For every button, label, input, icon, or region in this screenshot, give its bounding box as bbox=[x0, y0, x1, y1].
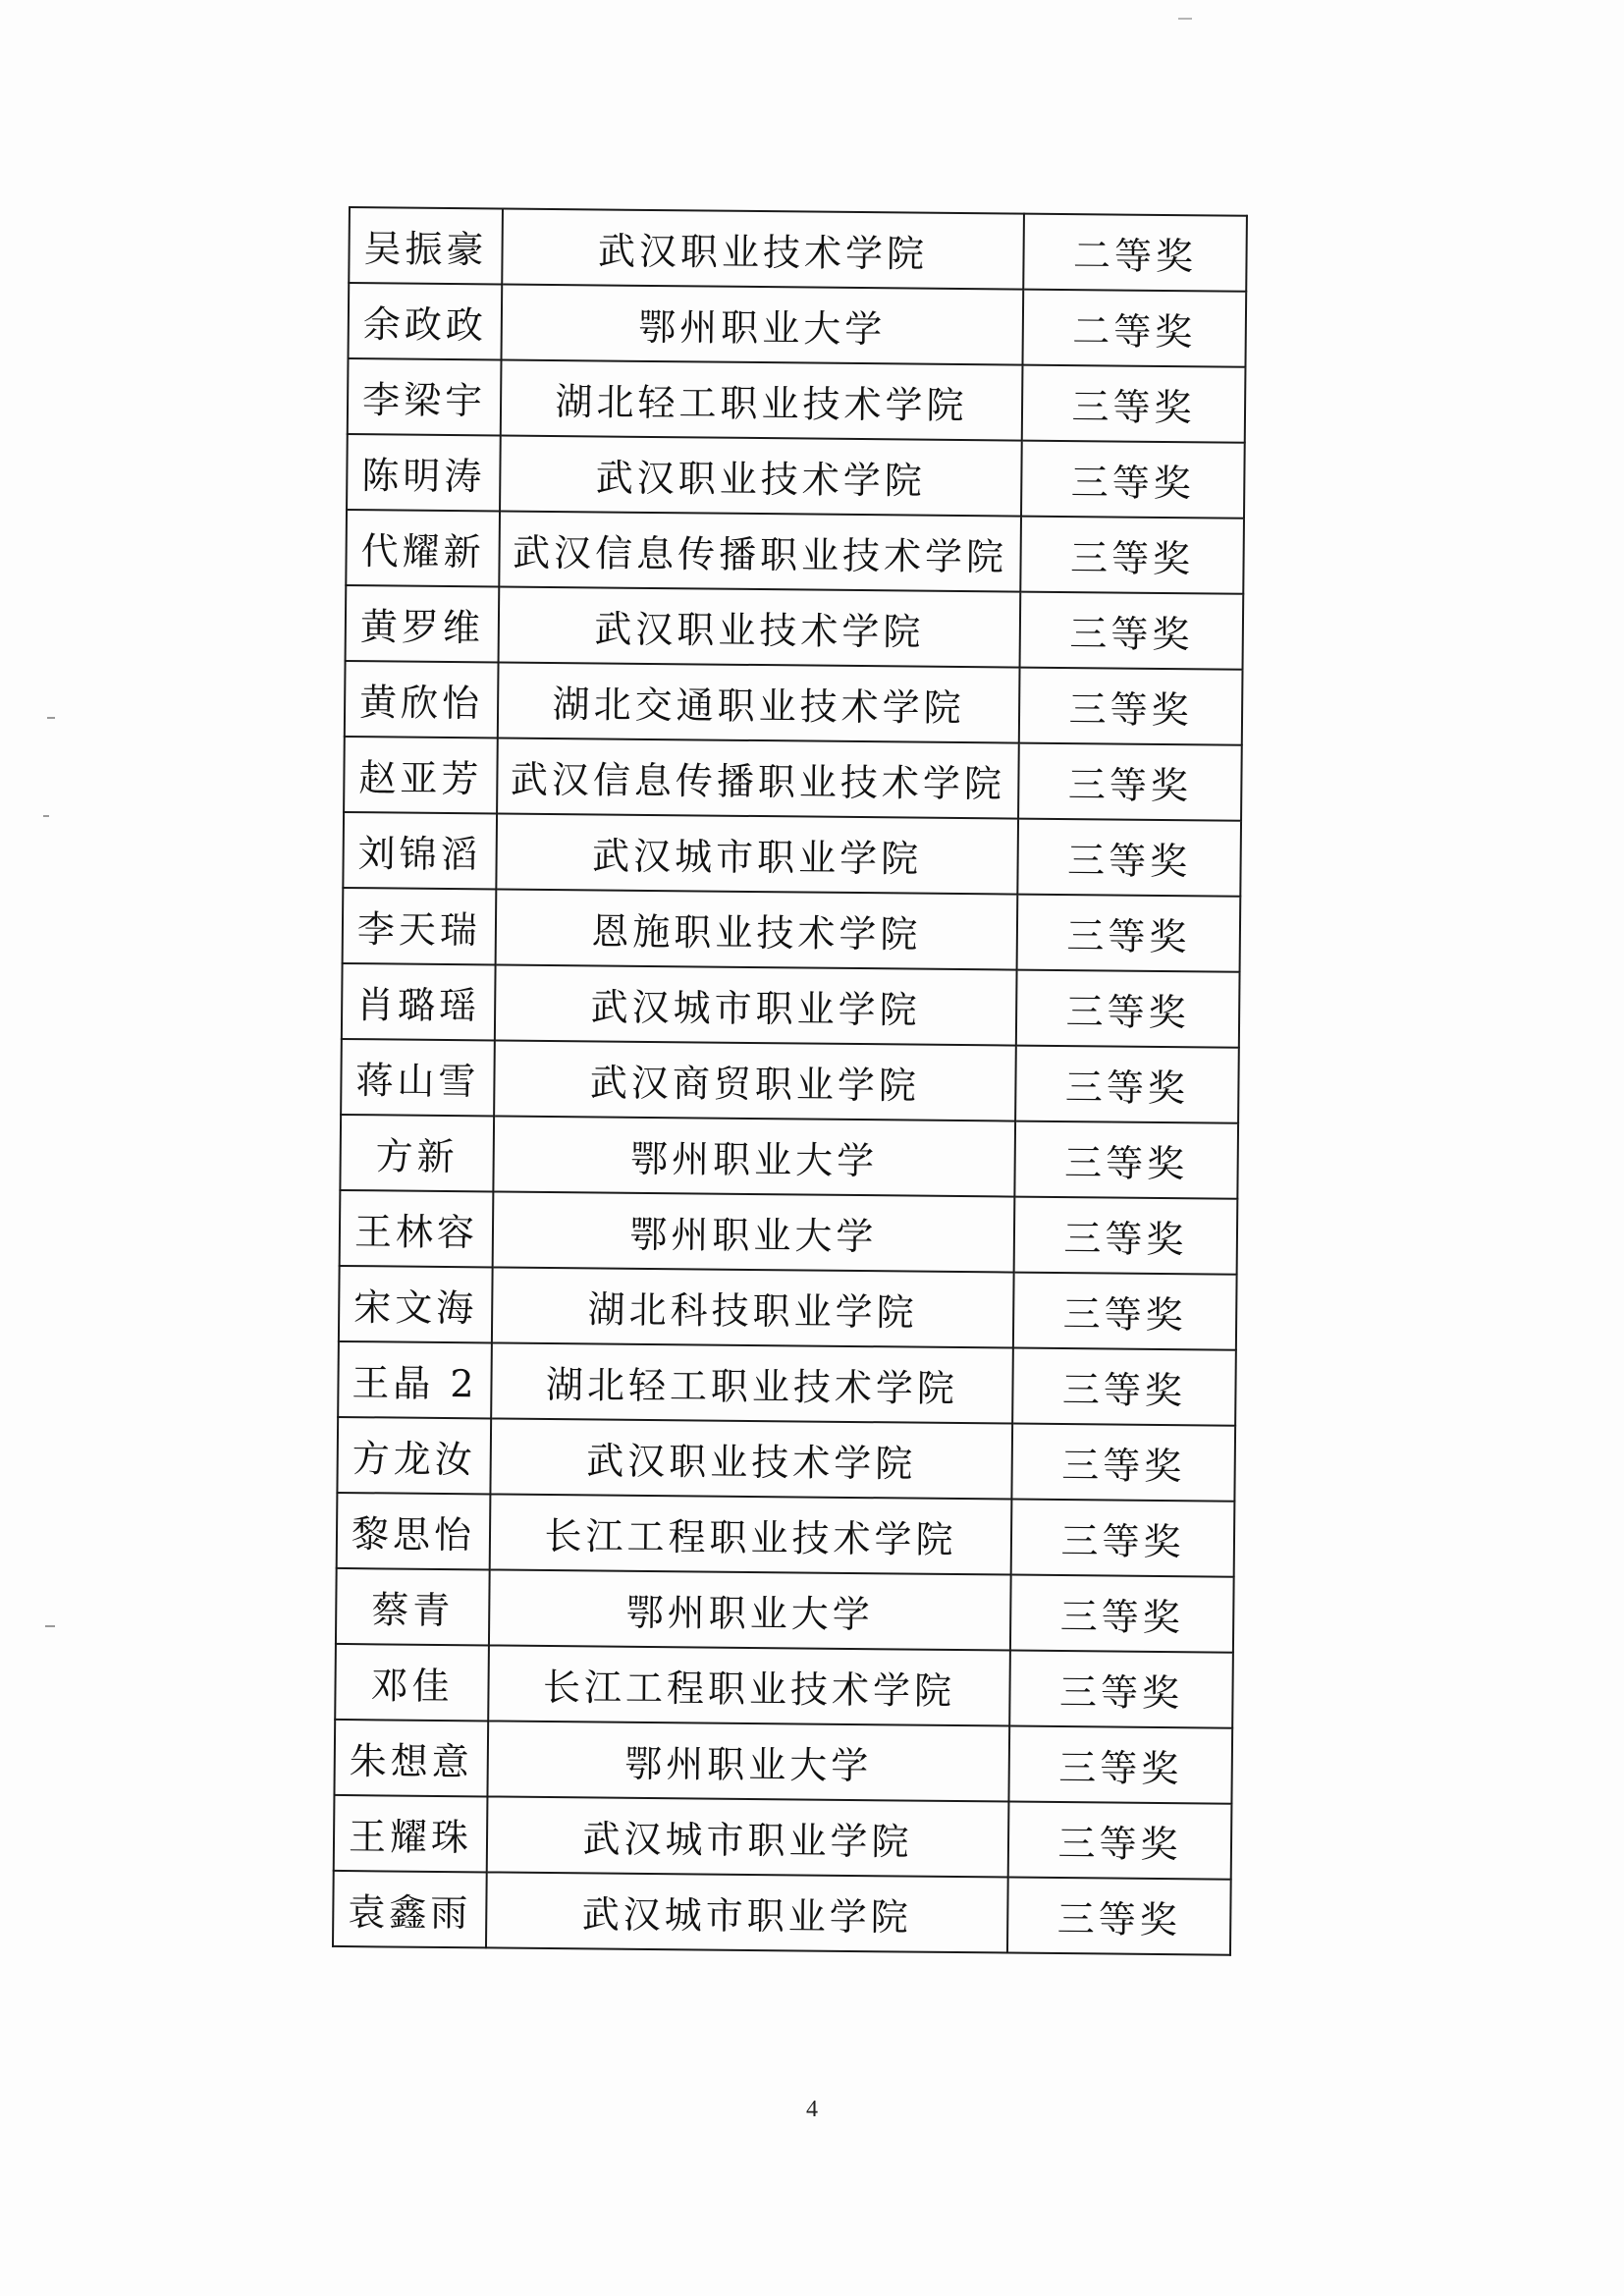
award-table-body bbox=[333, 207, 1247, 1955]
award-cell: 三等奖 bbox=[1017, 895, 1241, 972]
award-cell: 三等奖 bbox=[1007, 1878, 1231, 1955]
award-cell: 三等奖 bbox=[1016, 970, 1240, 1048]
award-cell: 三等奖 bbox=[1019, 592, 1243, 670]
award-cell: 三等奖 bbox=[1008, 1802, 1232, 1880]
award-cell: 二等奖 bbox=[1023, 214, 1247, 292]
name-cell: 蒋山雪 bbox=[341, 1039, 495, 1116]
name-cell: 王耀珠 bbox=[334, 1795, 488, 1872]
name-cell: 黄欣怡 bbox=[345, 661, 499, 738]
name-cell: 陈明涛 bbox=[347, 434, 501, 511]
table-row bbox=[347, 434, 1245, 519]
award-cell: 三等奖 bbox=[1011, 1424, 1235, 1502]
table-row bbox=[346, 585, 1244, 670]
table-row bbox=[348, 358, 1246, 443]
name-cell: 邓佳 bbox=[335, 1644, 489, 1721]
school-cell: 鄂州职业大学 bbox=[493, 1191, 1015, 1272]
name-cell: 赵亚芳 bbox=[344, 737, 498, 813]
table-row bbox=[346, 510, 1244, 594]
table-row bbox=[334, 1795, 1232, 1880]
school-cell: 鄂州职业大学 bbox=[487, 1721, 1009, 1801]
table-row bbox=[343, 812, 1241, 897]
award-cell: 二等奖 bbox=[1022, 290, 1246, 367]
table-row bbox=[334, 1720, 1232, 1804]
school-cell: 武汉职业技术学院 bbox=[499, 586, 1021, 667]
school-cell: 武汉城市职业学院 bbox=[495, 964, 1017, 1045]
award-cell: 三等奖 bbox=[1009, 1651, 1233, 1728]
table-row bbox=[340, 1190, 1238, 1275]
award-cell: 三等奖 bbox=[1015, 1046, 1239, 1123]
name-cell: 方龙汝 bbox=[337, 1417, 491, 1494]
school-cell: 武汉职业技术学院 bbox=[502, 209, 1024, 290]
award-cell: 三等奖 bbox=[1022, 365, 1246, 443]
school-cell: 鄂州职业大学 bbox=[489, 1569, 1011, 1650]
scan-artifact bbox=[47, 717, 55, 719]
page-number: 4 bbox=[806, 2097, 818, 2122]
table-row bbox=[344, 737, 1242, 821]
school-cell: 武汉城市职业学院 bbox=[487, 1796, 1009, 1877]
school-cell: 湖北轻工职业技术学院 bbox=[501, 359, 1023, 440]
school-cell: 湖北交通职业技术学院 bbox=[498, 662, 1020, 742]
scan-artifact bbox=[43, 815, 49, 817]
table-row bbox=[336, 1568, 1234, 1653]
award-cell: 三等奖 bbox=[1008, 1726, 1232, 1804]
name-cell: 方新 bbox=[340, 1115, 494, 1191]
school-cell: 武汉职业技术学院 bbox=[500, 435, 1022, 516]
award-cell: 三等奖 bbox=[1011, 1500, 1235, 1577]
name-cell: 宋文海 bbox=[339, 1266, 493, 1342]
table-row bbox=[340, 1115, 1238, 1199]
name-cell: 肖璐瑶 bbox=[342, 963, 496, 1040]
table-row bbox=[341, 1039, 1239, 1123]
table-row bbox=[345, 661, 1243, 745]
award-table bbox=[332, 206, 1248, 1956]
table-row bbox=[343, 888, 1241, 972]
award-cell: 三等奖 bbox=[1014, 1121, 1238, 1199]
award-cell: 三等奖 bbox=[1020, 517, 1244, 594]
school-cell: 武汉商贸职业学院 bbox=[494, 1040, 1016, 1121]
school-cell: 长江工程职业技术学院 bbox=[488, 1645, 1010, 1725]
name-cell: 代耀新 bbox=[346, 510, 500, 586]
name-cell: 李天瑞 bbox=[343, 888, 497, 964]
table-row bbox=[338, 1341, 1236, 1426]
table-row bbox=[333, 1871, 1231, 1955]
school-cell: 武汉职业技术学院 bbox=[490, 1418, 1012, 1499]
name-cell: 黎思怡 bbox=[337, 1493, 491, 1569]
award-cell: 三等奖 bbox=[1019, 668, 1243, 745]
award-cell: 三等奖 bbox=[1018, 743, 1242, 821]
school-cell: 武汉城市职业学院 bbox=[496, 813, 1018, 894]
name-cell: 王晶 2 bbox=[338, 1341, 492, 1418]
school-cell: 湖北科技职业学院 bbox=[492, 1267, 1014, 1347]
school-cell: 鄂州职业大学 bbox=[493, 1116, 1015, 1196]
name-cell: 蔡青 bbox=[336, 1568, 490, 1645]
table-row bbox=[349, 283, 1247, 367]
school-cell: 恩施职业技术学院 bbox=[496, 889, 1018, 969]
award-cell: 三等奖 bbox=[1017, 819, 1241, 897]
school-cell: 武汉信息传播职业技术学院 bbox=[499, 511, 1021, 591]
table-row bbox=[337, 1417, 1235, 1502]
award-cell: 三等奖 bbox=[1013, 1273, 1237, 1350]
name-cell: 袁鑫雨 bbox=[333, 1871, 487, 1947]
school-cell: 长江工程职业技术学院 bbox=[490, 1494, 1012, 1574]
name-cell: 吴振豪 bbox=[349, 207, 503, 284]
name-cell: 王林容 bbox=[340, 1190, 494, 1267]
name-cell: 刘锦滔 bbox=[343, 812, 497, 889]
award-cell: 三等奖 bbox=[1014, 1197, 1238, 1275]
table-row bbox=[339, 1266, 1237, 1350]
name-cell: 朱想意 bbox=[334, 1720, 488, 1796]
name-cell: 黄罗维 bbox=[346, 585, 500, 662]
table-row bbox=[342, 963, 1240, 1048]
school-cell: 鄂州职业大学 bbox=[501, 285, 1023, 365]
scan-artifact bbox=[45, 1625, 55, 1627]
school-cell: 湖北轻工职业技术学院 bbox=[491, 1342, 1013, 1423]
scan-artifact bbox=[1178, 18, 1192, 20]
award-cell: 三等奖 bbox=[1021, 441, 1245, 519]
table-row bbox=[349, 207, 1247, 292]
table-row bbox=[337, 1493, 1235, 1577]
name-cell: 李梁宇 bbox=[348, 358, 502, 435]
name-cell: 余政政 bbox=[349, 283, 503, 359]
award-cell: 三等奖 bbox=[1010, 1575, 1234, 1653]
award-cell: 三等奖 bbox=[1012, 1348, 1236, 1426]
school-cell: 武汉城市职业学院 bbox=[486, 1872, 1008, 1952]
school-cell: 武汉信息传播职业技术学院 bbox=[497, 738, 1019, 818]
table-row bbox=[335, 1644, 1233, 1728]
